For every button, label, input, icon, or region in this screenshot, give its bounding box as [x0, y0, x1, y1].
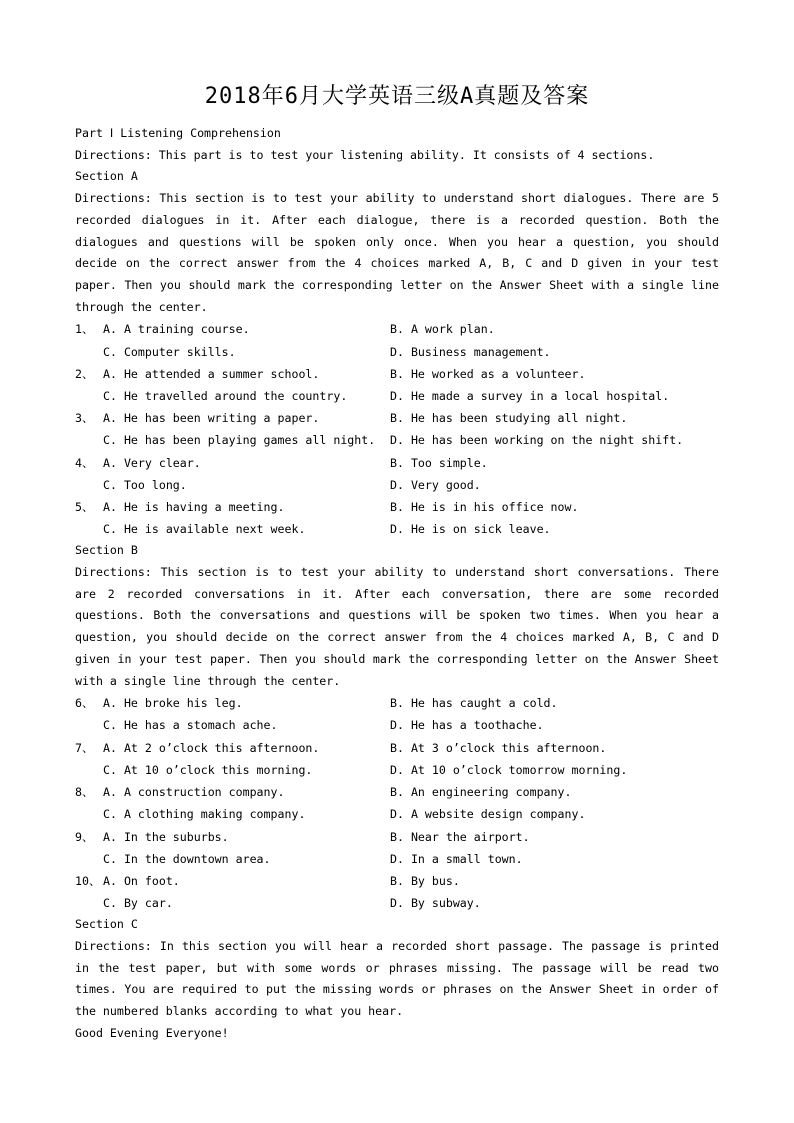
question-row: [75, 803, 719, 825]
question-row: [75, 781, 719, 803]
option-d: D. Business management.: [390, 344, 551, 359]
option-a: A. Very clear.: [103, 455, 201, 470]
option-d: D. He is on sick leave.: [390, 522, 551, 537]
question-row: [75, 452, 719, 474]
section-directions: Directions: This section is to test your ability to understand short dialogues. There are 5 recorded dialogues in it. After each dialogue, there is a recorded question. Both the dialogues and questions will be spoken only once. When you hear a question, you should decide on the correct answer from the 4 choices marked A, B, C and D given in your test paper. Then you should mark the corresponding letter on the Answer Sheet with a single line through the center.: [75, 191, 719, 314]
option-d: D. He made a survey in a local hospital.: [390, 388, 670, 403]
option-c: C. He has been playing games all night.: [103, 433, 376, 448]
option-d: D. Very good.: [390, 477, 481, 492]
question-row: [75, 692, 719, 714]
option-c: C. A clothing making company.: [103, 807, 306, 822]
option-a: A. On foot.: [103, 873, 180, 888]
section-heading: Section C: [75, 917, 138, 932]
question-row: [75, 870, 719, 892]
question-row: [75, 737, 719, 759]
option-b: B. Near the airport.: [390, 829, 530, 844]
option-b: B. He has caught a cold.: [390, 696, 558, 711]
question-row: [75, 385, 719, 407]
option-b: B. He has been studying all night.: [390, 411, 628, 426]
option-d: D. By subway.: [390, 896, 481, 911]
question-row: [75, 848, 719, 870]
option-a: A. He is having a meeting.: [103, 499, 285, 514]
option-b: B. Too simple.: [390, 455, 488, 470]
question-row: [75, 407, 719, 429]
question-row: [75, 341, 719, 363]
option-d: D. He has a toothache.: [390, 718, 544, 733]
question-number: 4、: [75, 455, 94, 470]
option-a: A. A construction company.: [103, 785, 285, 800]
option-c: C. By car.: [103, 896, 173, 911]
option-d: D. In a small town.: [390, 851, 523, 866]
option-a: A. He has been writing a paper.: [103, 411, 320, 426]
option-b: B. He is in his office now.: [390, 499, 579, 514]
option-b: B. An engineering company.: [390, 785, 572, 800]
document-title: 2018年6月大学英语三级A真题及答案: [204, 84, 590, 109]
option-d: D. A website design company.: [390, 807, 586, 822]
option-c: C. Computer skills.: [103, 344, 236, 359]
question-number: 6、: [75, 696, 94, 711]
section-directions: Directions: This section is to test your ability to understand short conversations. There are 2 recorded conversations in it. After each conversation, there are some recorded questions. Both the conversations and questions will be spoken two times. When you hear a question, you should decide on the correct answer from the 4 choices marked A, B, C and D given in your test paper. Then you should mark the corresponding letter on the Answer Sheet with a single line through the center.: [75, 565, 719, 688]
option-c: C. Too long.: [103, 477, 187, 492]
question-number: 1、: [75, 322, 94, 337]
question-row: [75, 759, 719, 781]
question-row: [75, 474, 719, 496]
question-number: 9、: [75, 829, 94, 844]
question-number: 3、: [75, 411, 94, 426]
question-row: [75, 892, 719, 914]
option-b: B. By bus.: [390, 873, 460, 888]
option-c: C. He is available next week.: [103, 522, 306, 537]
question-number: 2、: [75, 366, 94, 381]
sections-container: [75, 166, 719, 1022]
part-directions: Directions: This part is to test your listening ability. It consists of 4 sections.: [75, 147, 655, 162]
question-row: [75, 429, 719, 451]
option-d: D. He has been working on the night shift.: [390, 433, 684, 448]
option-b: B. A work plan.: [390, 322, 495, 337]
question-row: [75, 363, 719, 385]
option-a: A. A training course.: [103, 322, 250, 337]
question-number: 5、: [75, 499, 94, 514]
option-d: D. At 10 o’clock tomorrow morning.: [390, 762, 628, 777]
option-c: C. He has a stomach ache.: [103, 718, 278, 733]
question-row: [75, 496, 719, 518]
document-content: [75, 84, 719, 1045]
question-row: [75, 518, 719, 540]
section-heading: Section B: [75, 543, 138, 558]
closing-line: Good Evening Everyone!: [75, 1025, 229, 1040]
part-heading: Part Ⅰ Listening Comprehension: [75, 126, 281, 140]
question-number: 7、: [75, 740, 94, 755]
option-b: B. He worked as a volunteer.: [390, 366, 586, 381]
option-a: A. He attended a summer school.: [103, 366, 320, 381]
option-c: C. In the downtown area.: [103, 851, 271, 866]
question-number: 10、: [75, 873, 101, 888]
option-a: A. He broke his leg.: [103, 696, 243, 711]
question-row: [75, 826, 719, 848]
section-directions: Directions: In this section you will hear a recorded short passage. The passage is printed in the test paper, but with some words or phrases missing. The passage will be read two times. You are required to put the missing words or phrases on the Answer Sheet in order of the numbered blanks according to what you hear.: [75, 939, 719, 1019]
option-b: B. At 3 o’clock this afternoon.: [390, 740, 607, 755]
section-heading: Section A: [75, 169, 138, 184]
question-number: 8、: [75, 785, 94, 800]
option-a: A. In the suburbs.: [103, 829, 229, 844]
option-c: C. He travelled around the country.: [103, 388, 348, 403]
option-c: C. At 10 o’clock this morning.: [103, 762, 313, 777]
question-row: [75, 318, 719, 340]
option-a: A. At 2 o’clock this afternoon.: [103, 740, 320, 755]
question-row: [75, 714, 719, 736]
